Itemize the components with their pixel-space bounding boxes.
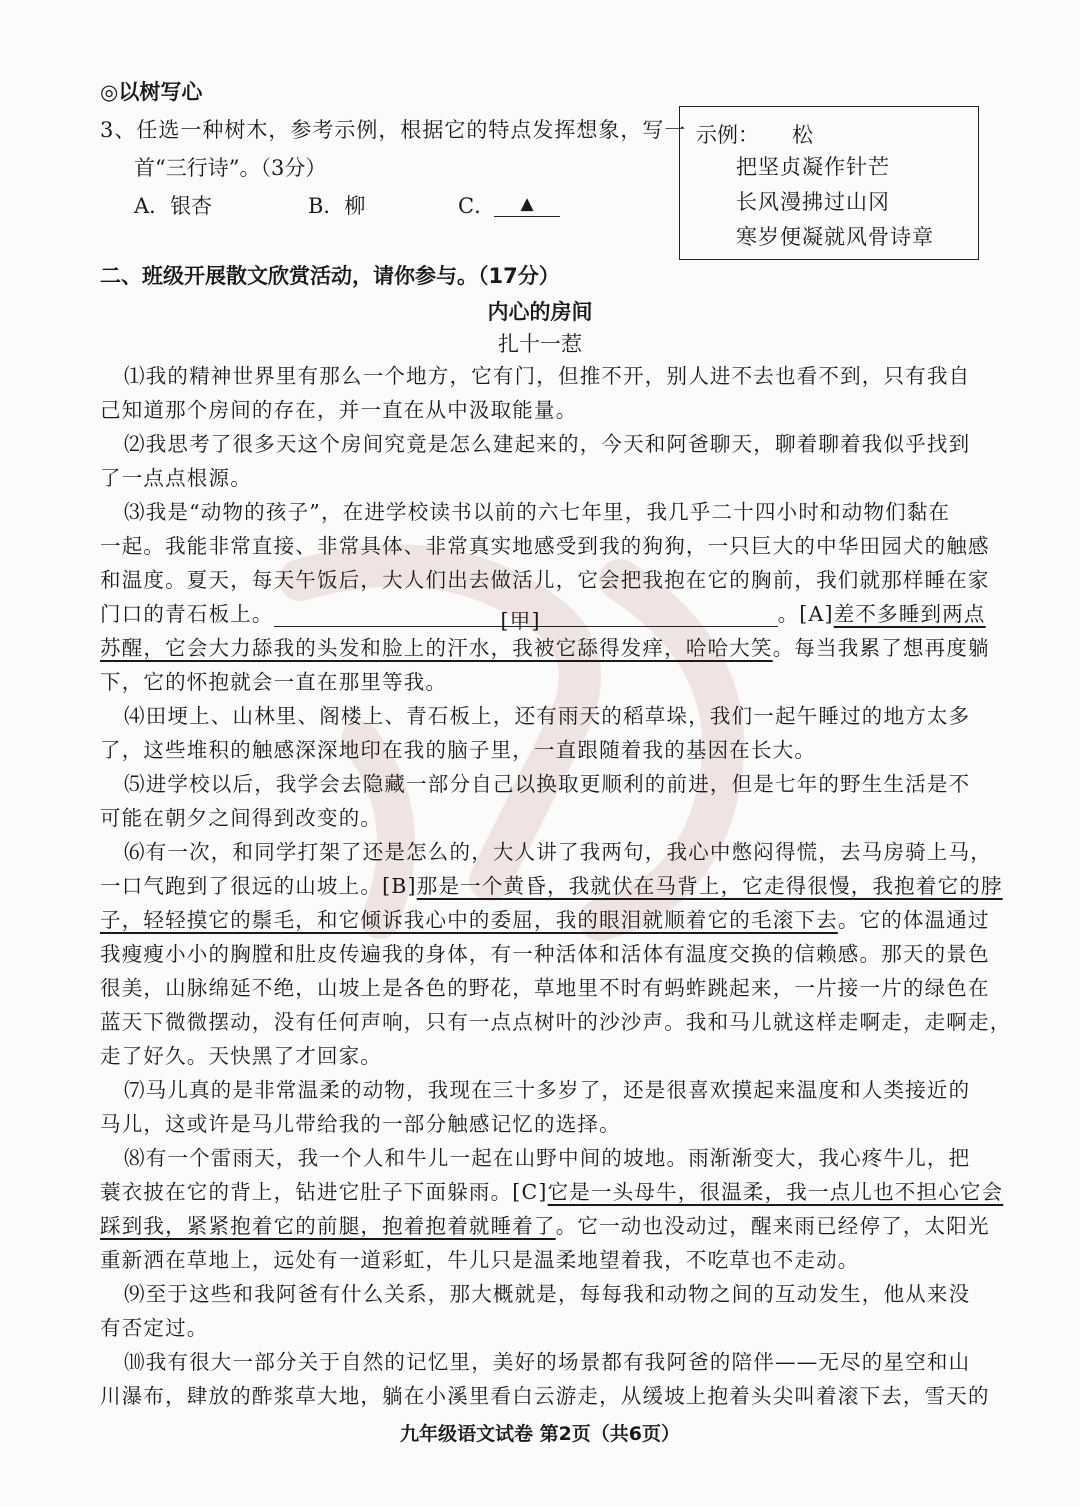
option-c-answer-blank: [494, 190, 560, 217]
sentence-a-part-1: 差不多睡到两点: [833, 602, 986, 626]
paragraph-7-line-1: ⑺马儿真的是非常温柔的动物，我现在三十多岁了，还是很喜欢摸起来温度和人类接近的: [124, 1078, 971, 1102]
example-line-1: 把坚贞凝作针芒: [736, 155, 890, 179]
example-box: [679, 106, 979, 260]
paragraph-6-line-3-end: 。它的体温通过: [837, 908, 990, 932]
option-c: C．: [458, 194, 496, 218]
paragraph-5-line-2: 可能在朝夕之间得到改变的。: [100, 806, 383, 830]
article-author: 扎十一惹: [498, 332, 582, 356]
paragraph-9-line-2: 有否定过。: [100, 1316, 209, 1340]
sentence-c-part-2: 踩到我，紧紧抱着它的前腿，抱着抱着就睡着了: [100, 1214, 556, 1238]
sentence-b-part-2: 子，轻轻摸它的鬃毛，和它倾诉我心中的委屈，我的眼泪就顺着它的毛滚下去: [100, 908, 838, 932]
paragraph-6-line-4: 我瘦瘦小小的胸膛和肚皮传遍我的身体，有一种活体和活体有温度交换的信赖感。那天的景色: [100, 942, 990, 966]
paragraph-3-line-3: 和温度。夏天，每天午饭后，大人们出去做活儿，它会把我抱在它的胸前，我们就那样睡在家: [100, 568, 990, 592]
paragraph-1-line-1: ⑴我的精神世界里有那么一个地方，它有门，但推不开，别人进不去也看不到，只有我自: [124, 364, 971, 388]
paragraph-8-line-1: ⑻有一个雷雨天，我一个人和牛儿一起在山野中间的坡地。雨渐渐变大，我心疼牛儿，把: [124, 1146, 971, 1170]
blank-jia-right: [548, 604, 778, 627]
question-3-line-2: 首“三行诗”。（3分）: [134, 156, 327, 180]
option-b: B．柳: [308, 194, 366, 218]
paragraph-5-line-1: ⑸进学校以后，我学会去隐藏一部分自己以换取更顺利的前进，但是七年的野生生活是不: [124, 772, 971, 796]
paragraph-4-line-1: ⑷田埂上、山林里、阁楼上、青石板上，还有雨天的稻草垛，我们一起午睡过的地方太多: [124, 704, 971, 728]
paragraph-3-line-5-end: 。每当我累了想再度躺: [772, 636, 990, 660]
page-footer: 九年级语文试卷 第2页（共6页）: [399, 1423, 681, 1445]
example-line-2: 长风漫拂过山冈: [736, 190, 890, 214]
paragraph-8-line-3: [100, 1209, 990, 1239]
paragraph-6-line-2-start: 一口气跑到了很远的山坡上。[B]: [100, 874, 417, 898]
paragraph-3-line-4-start: 门口的青石板上。: [100, 602, 274, 626]
question-3-line-1: 3、任选一种树木，参考示例，根据它的特点发挥想象，写一: [100, 118, 687, 142]
paragraph-6-line-3: [100, 903, 990, 933]
paragraph-6-line-6: 蓝天下微微摆动，没有任何声响，只有一点点树叶的沙沙声。我和马儿就这样走啊走，走啊走，: [100, 1010, 1012, 1034]
paragraph-3-line-1: ⑶我是“动物的孩子”，在进学校读书以前的六七年里，我几乎二十四小时和动物们黏在: [124, 500, 951, 524]
option-a: A．银杏: [134, 194, 213, 218]
article-title: 内心的房间: [487, 300, 593, 324]
paragraph-7-line-2: 马儿，这或许是马儿带给我的一部分触感记忆的选择。: [100, 1112, 621, 1136]
section-heading-essay: 二、班级开展散文欣赏活动，请你参与。（17分）: [100, 264, 560, 288]
blank-jia-label: [甲]: [494, 604, 548, 627]
blank-jia-left: [274, 604, 494, 627]
paragraph-6-line-7: 走了好久。天快黑了才回家。: [100, 1044, 383, 1068]
paragraph-6-line-5: 很美，山脉绵延不绝，山坡上是各色的野花，草地里不时有蚂蚱跳起来，一片接一片的绿色在: [100, 976, 990, 1000]
paragraph-9-line-1: ⑼至于这些和我阿爸有什么关系，那大概就是，每每我和动物之间的互动发生，他从来没: [124, 1282, 971, 1306]
paragraph-2-line-1: ⑵我思考了很多天这个房间究竟是怎么建起来的，今天和阿爸聊天，聊着聊着我似乎找到: [124, 432, 971, 456]
paragraph-3-line-6: 下，它的怀抱就会一直在那里等我。: [100, 670, 448, 694]
example-label: 示例：: [696, 123, 759, 147]
paragraph-3-line-2: 一起。我能非常直接、非常具体、非常真实地感受到我的狗狗，一只巨大的中华田园犬的触感: [100, 534, 990, 558]
section-heading-tree: ◎以树写心: [100, 80, 203, 104]
example-line-3: 寒岁便凝就风骨诗章: [736, 225, 934, 249]
triangle-marker: ▲: [520, 194, 534, 214]
paragraph-8-line-3-end: 。它一动也没动过，醒来雨已经停了，太阳光: [555, 1214, 990, 1238]
paragraph-3-line-5: [100, 631, 990, 661]
paragraph-2-line-2: 了一点点根源。: [100, 466, 252, 490]
sentence-c-part-1: 它是一头母牛，很温柔，我一点儿也不担心它会: [547, 1180, 1004, 1204]
paragraph-10-line-2: 川瀑布，肆放的酢浆草大地，躺在小溪里看白云游走，从缓坡上抱着头尖叫着滚下去，雪天的: [100, 1384, 990, 1408]
paragraph-10-line-1: ⑽我有很大一部分关于自然的记忆里，美好的场景都有我阿爸的陪伴——无尽的星空和山: [124, 1350, 971, 1374]
paragraph-6-line-2: [100, 869, 1003, 899]
marker-a: 。[A]: [777, 602, 834, 626]
sentence-b-part-1: 那是一个黄昏，我就伏在马背上，它走得很慢，我抱着它的脖: [416, 874, 1003, 898]
paragraph-4-line-2: 了，这些堆积的触感深深地印在我的脑子里，一直跟随着我的基因在长大。: [100, 738, 817, 762]
paragraph-6-line-1: ⑹有一次，和同学打架了还是怎么的，大人讲了我两句，我心中憋闷得慌，去马房骑上马，: [124, 840, 992, 864]
paragraph-1-line-2: 己知道那个房间的存在，并一直在从中汲取能量。: [100, 398, 578, 422]
sentence-a-part-2: 苏醒，它会大力舔我的头发和脸上的汗水，我被它舔得发痒，哈哈大笑: [100, 636, 773, 660]
paragraph-8-line-4: 重新洒在草地上，远处有一道彩虹，牛儿只是温柔地望着我，不吃草也不走动。: [100, 1248, 860, 1272]
paragraph-8-line-2: [100, 1175, 1003, 1205]
paragraph-3-line-4: [100, 597, 986, 633]
paragraph-8-line-2-start: 蓑衣披在它的背上，钻进它肚子下面躲雨。[C]: [100, 1180, 548, 1204]
example-tree: 松: [792, 123, 813, 147]
